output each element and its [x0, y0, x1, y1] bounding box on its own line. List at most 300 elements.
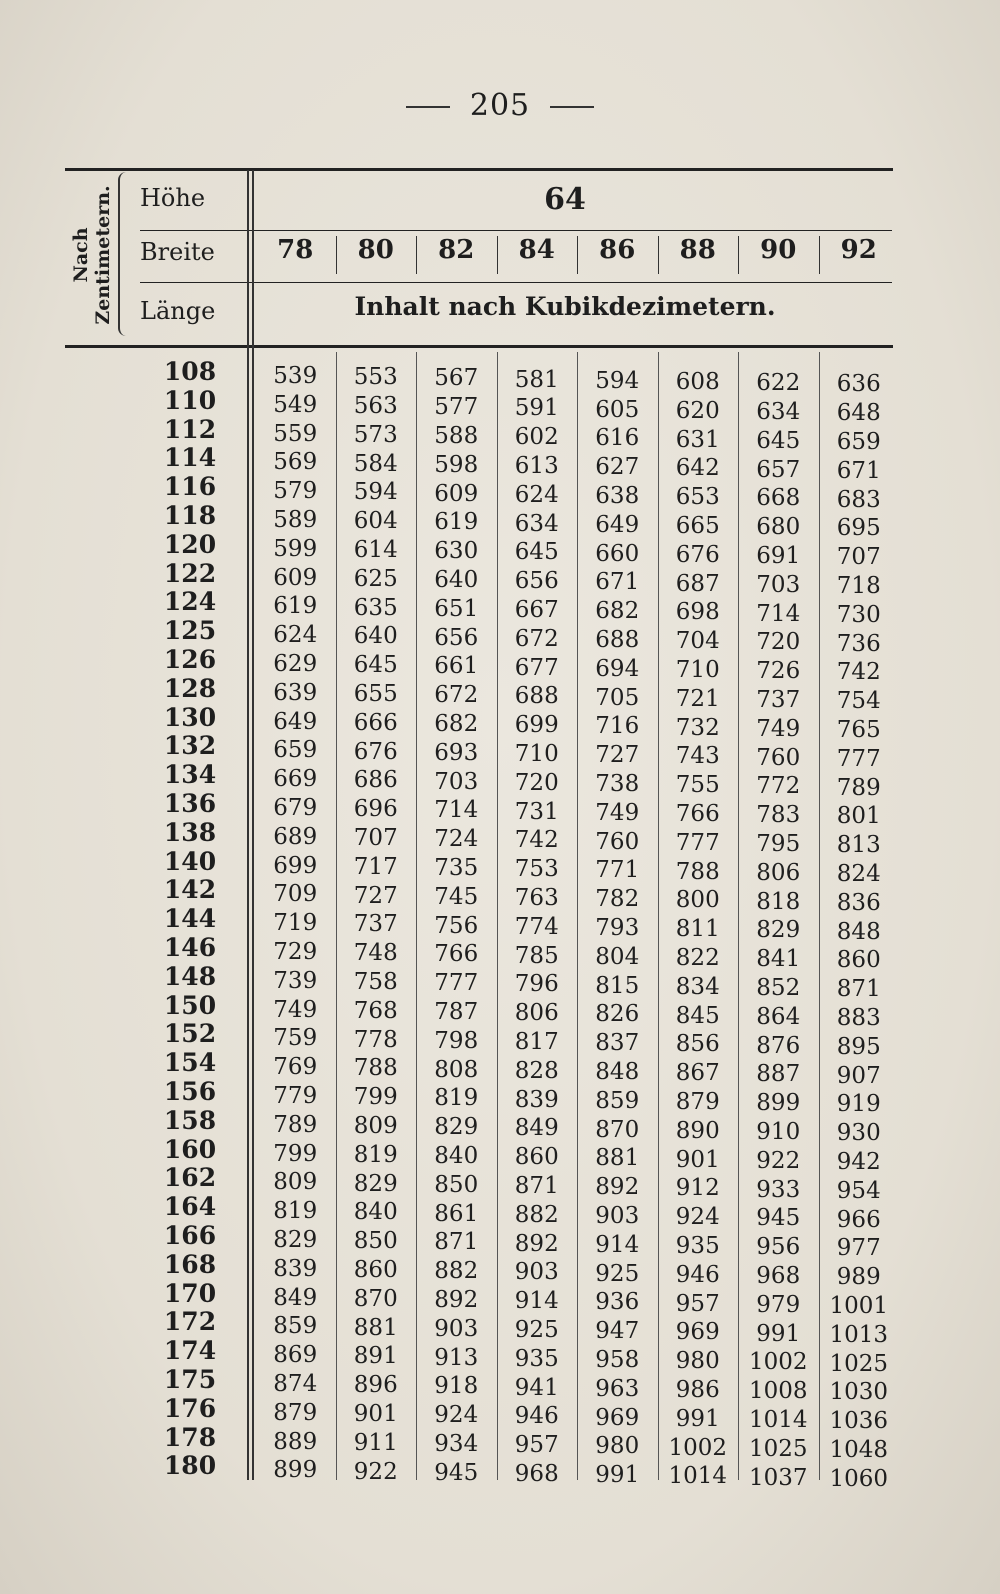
- laenge-cell: 124: [163, 587, 217, 617]
- inhalt-label: Inhalt nach Kubikdezimetern.: [354, 292, 776, 321]
- volume-cell: 688: [595, 627, 640, 653]
- volume-cell: 656: [514, 568, 559, 595]
- volume-cell: 829: [434, 1114, 479, 1141]
- breite-value-80: 80: [357, 235, 394, 265]
- volume-cell: 649: [595, 511, 640, 538]
- volume-cell: 966: [836, 1206, 881, 1233]
- volume-cell: 1060: [829, 1465, 889, 1492]
- laenge-cell: 175: [163, 1365, 217, 1394]
- volume-cell: 749: [273, 996, 318, 1023]
- volume-cell: 934: [434, 1431, 479, 1457]
- volume-cell: 721: [675, 685, 720, 712]
- volume-cell: 753: [514, 856, 559, 883]
- volume-cell: 876: [756, 1032, 801, 1059]
- volume-cell: 837: [595, 1030, 640, 1057]
- volume-cell: 639: [273, 679, 318, 706]
- volume-cell: 800: [675, 887, 720, 914]
- volume-cell: 840: [434, 1143, 479, 1169]
- laenge-cell: 114: [163, 443, 217, 473]
- volume-cell: 710: [675, 657, 720, 683]
- volume-cell: 883: [836, 1005, 881, 1031]
- column-separator: [658, 352, 659, 1480]
- laenge-cell: 180: [163, 1451, 217, 1481]
- breite-separator: [416, 236, 417, 274]
- volume-cell: 799: [273, 1140, 318, 1167]
- volume-cell: 594: [595, 367, 640, 394]
- volume-cell: 666: [353, 709, 398, 736]
- volume-cell: 1037: [748, 1464, 808, 1491]
- volume-cell: 860: [514, 1144, 559, 1171]
- volume-cell: 991: [756, 1320, 801, 1347]
- volume-cell: 624: [514, 481, 559, 508]
- volume-cell: 922: [353, 1458, 398, 1485]
- volume-cell: 824: [836, 861, 881, 887]
- laenge-cell: 148: [163, 961, 217, 991]
- volume-cell: 870: [353, 1285, 398, 1312]
- laenge-cell: 125: [163, 616, 217, 646]
- volume-cell: 910: [756, 1119, 801, 1145]
- volume-cell: 788: [675, 858, 720, 885]
- volume-cell: 553: [353, 364, 398, 391]
- volume-cell: 645: [756, 427, 801, 454]
- laenge-cell: 140: [163, 846, 217, 876]
- volume-cell: 930: [836, 1120, 881, 1147]
- volume-cell: 579: [273, 478, 318, 505]
- volume-cell: 986: [675, 1377, 720, 1403]
- volume-cell: 874: [273, 1371, 318, 1397]
- volume-cell: 922: [756, 1147, 801, 1174]
- volume-cell: 703: [434, 768, 479, 795]
- volume-cell: 686: [353, 767, 398, 794]
- volume-cell: 867: [675, 1060, 720, 1087]
- volume-cell: 714: [434, 797, 479, 824]
- volume-cell: 563: [353, 393, 398, 419]
- volume-cell: 1036: [829, 1408, 889, 1435]
- volume-cell: 785: [514, 942, 559, 969]
- label-column-divider: [247, 170, 249, 1480]
- volume-cell: 758: [353, 969, 398, 995]
- volume-cell: 604: [353, 508, 398, 535]
- column-separator: [497, 352, 498, 1480]
- volume-cell: 924: [675, 1204, 720, 1231]
- volume-cell: 539: [273, 363, 318, 389]
- volume-cell: 1048: [829, 1437, 889, 1463]
- volume-cell: 829: [353, 1170, 398, 1197]
- volume-cell: 636: [836, 371, 881, 398]
- volume-cell: 788: [353, 1055, 398, 1082]
- volume-cell: 809: [353, 1113, 398, 1139]
- volume-cell: 839: [273, 1255, 318, 1282]
- laenge-cell: 126: [163, 645, 217, 674]
- laenge-cell: 108: [163, 357, 217, 386]
- volume-cell: 806: [514, 1000, 559, 1027]
- hoehe-label: Höhe: [140, 184, 206, 212]
- volume-cell: 671: [836, 457, 881, 484]
- volume-cell: 991: [675, 1405, 720, 1432]
- volume-cell: 717: [353, 853, 398, 880]
- volume-cell: 809: [273, 1169, 318, 1196]
- laenge-cell: 144: [163, 904, 217, 934]
- volume-cell: 869: [273, 1342, 318, 1369]
- volume-cell: 958: [595, 1347, 640, 1373]
- volume-cell: 622: [756, 370, 801, 397]
- volume-cell: 736: [836, 630, 881, 657]
- volume-cell: 714: [756, 600, 801, 627]
- volume-cell: 941: [514, 1374, 559, 1401]
- volume-cell: 782: [595, 886, 640, 913]
- volume-cell: 860: [353, 1257, 398, 1283]
- volume-cell: 1025: [829, 1350, 889, 1377]
- volume-cell: 581: [514, 366, 559, 393]
- volume-cell: 689: [273, 823, 318, 850]
- laenge-cell: 112: [163, 414, 217, 444]
- volume-cell: 881: [353, 1314, 398, 1341]
- volume-cell: 918: [434, 1373, 479, 1400]
- volume-cell: 1014: [748, 1407, 808, 1433]
- laenge-cell: 176: [163, 1393, 217, 1423]
- laenge-cell: 136: [163, 789, 217, 818]
- breite-separator: [577, 236, 578, 274]
- volume-cell: 850: [434, 1171, 479, 1198]
- laenge-cell: 116: [163, 472, 217, 502]
- laenge-cell: 128: [163, 673, 217, 703]
- volume-cell: 912: [675, 1175, 720, 1202]
- laenge-cell: 110: [163, 385, 217, 415]
- breite-value-86: 86: [599, 235, 636, 265]
- volume-cell: 631: [675, 426, 720, 453]
- breite-separator: [738, 236, 739, 274]
- volume-cell: 667: [514, 597, 559, 623]
- volume-cell: 856: [675, 1031, 720, 1058]
- volume-cell: 720: [756, 629, 801, 656]
- volume-cell: 745: [434, 883, 479, 910]
- volume-cell: 799: [353, 1084, 398, 1111]
- volume-cell: 828: [514, 1057, 559, 1084]
- volume-cell: 682: [434, 711, 479, 737]
- volume-cell: 769: [273, 1054, 318, 1081]
- volume-cell: 899: [273, 1457, 318, 1484]
- volume-cell: 871: [836, 976, 881, 1003]
- volume-cell: 653: [675, 484, 720, 511]
- volume-cell: 903: [434, 1315, 479, 1342]
- volume-cell: 991: [595, 1462, 640, 1489]
- laenge-cell: 154: [163, 1048, 217, 1078]
- column-separator: [819, 352, 820, 1480]
- volume-cell: 749: [595, 799, 640, 826]
- laenge-cell: 160: [163, 1134, 217, 1164]
- volume-cell: 841: [756, 946, 801, 973]
- volume-cell: 919: [836, 1091, 881, 1118]
- volume-cell: 901: [675, 1146, 720, 1173]
- volume-cell: 742: [514, 827, 559, 854]
- laenge-cell: 164: [163, 1192, 217, 1222]
- volume-cell: 739: [273, 967, 318, 994]
- side-label-line1: Nach: [70, 227, 92, 283]
- volume-cell: 707: [353, 825, 398, 851]
- volume-cell: 1013: [829, 1321, 889, 1348]
- volume-cell: 699: [514, 712, 559, 739]
- volume-cell: 696: [353, 796, 398, 823]
- volume-cell: 819: [434, 1085, 479, 1112]
- volume-cell: 748: [353, 940, 398, 967]
- volume-cell: 901: [353, 1401, 398, 1427]
- volume-cell: 691: [756, 543, 801, 569]
- volume-cell: 801: [836, 803, 881, 830]
- volume-cell: 619: [273, 593, 318, 620]
- volume-cell: 738: [595, 771, 640, 797]
- volume-cell: 871: [434, 1229, 479, 1256]
- volume-cell: 588: [434, 423, 479, 449]
- volume-cell: 779: [273, 1083, 318, 1109]
- volume-cell: 829: [273, 1227, 318, 1253]
- volume-cell: 598: [434, 451, 479, 478]
- volume-cell: 811: [675, 916, 720, 943]
- volume-cell: 661: [434, 653, 479, 680]
- volume-cell: 777: [836, 745, 881, 772]
- volume-cell: 957: [675, 1290, 720, 1317]
- laenge-cell: 118: [163, 501, 217, 530]
- laenge-cell: 146: [163, 933, 217, 962]
- volume-cell: 969: [675, 1319, 720, 1346]
- volume-cell: 754: [836, 688, 881, 715]
- volume-cell: 795: [756, 831, 801, 857]
- volume-cell: 749: [756, 715, 801, 742]
- volume-cell: 624: [273, 622, 318, 649]
- volume-cell: 913: [434, 1344, 479, 1371]
- volume-cell: 1008: [748, 1378, 808, 1405]
- volume-cell: 659: [836, 429, 881, 455]
- volume-cell: 737: [353, 911, 398, 938]
- volume-cell: 651: [434, 595, 479, 622]
- volume-cell: 850: [353, 1228, 398, 1255]
- laenge-cell: 142: [163, 875, 217, 905]
- side-label: [62, 170, 122, 340]
- volume-cell: 977: [836, 1235, 881, 1262]
- volume-cell: 892: [434, 1287, 479, 1313]
- volume-cell: 861: [434, 1200, 479, 1227]
- volume-cell: 774: [514, 913, 559, 940]
- volume-cell: 703: [756, 571, 801, 598]
- breite-value-78: 78: [277, 235, 314, 265]
- volume-cell: 980: [675, 1348, 720, 1375]
- volume-cell: 789: [836, 774, 881, 801]
- volume-cell: 895: [836, 1033, 881, 1060]
- volume-cell: 806: [756, 859, 801, 886]
- volume-cell: 945: [756, 1205, 801, 1232]
- volume-cell: 682: [595, 598, 640, 625]
- volume-cell: 848: [836, 918, 881, 945]
- volume-cell: 709: [273, 881, 318, 908]
- volume-cell: 771: [595, 857, 640, 884]
- volume-cell: 635: [353, 594, 398, 621]
- volume-cell: 818: [756, 888, 801, 915]
- hoehe-value: 64: [544, 182, 586, 217]
- volume-cell: 732: [675, 714, 720, 741]
- volume-cell: 925: [514, 1317, 559, 1343]
- volume-cell: 688: [514, 683, 559, 710]
- volume-cell: 787: [434, 999, 479, 1025]
- volume-cell: 710: [514, 741, 559, 767]
- volume-cell: 642: [675, 455, 720, 482]
- volume-cell: 660: [595, 540, 640, 567]
- volume-cell: 836: [836, 889, 881, 916]
- volume-cell: 584: [353, 450, 398, 477]
- volume-cell: 687: [675, 570, 720, 597]
- volume-cell: 737: [756, 687, 801, 713]
- brace: [118, 172, 130, 336]
- volume-cell: 879: [675, 1089, 720, 1115]
- volume-cell: 716: [595, 713, 640, 740]
- laenge-cell: 172: [163, 1307, 217, 1337]
- volume-cell: 925: [595, 1260, 640, 1287]
- volume-cell: 649: [273, 708, 318, 735]
- volume-cell: 724: [434, 826, 479, 853]
- volume-cell: 946: [514, 1403, 559, 1430]
- volume-cell: 980: [595, 1433, 640, 1460]
- volume-cell: 924: [434, 1402, 479, 1429]
- breite-value-88: 88: [679, 235, 716, 265]
- laenge-cell: 150: [163, 990, 217, 1020]
- volume-cell: 594: [353, 479, 398, 506]
- volume-cell: 945: [434, 1459, 479, 1486]
- volume-cell: 698: [675, 599, 720, 626]
- volume-cell: 768: [353, 997, 398, 1024]
- volume-cell: 569: [273, 449, 318, 476]
- volume-cell: 879: [273, 1399, 318, 1426]
- volume-cell: 1030: [829, 1379, 889, 1406]
- header-bottom-rule: [65, 345, 893, 348]
- laenge-cell: 156: [163, 1077, 217, 1106]
- volume-cell: 947: [595, 1318, 640, 1345]
- volume-cell: 813: [836, 832, 881, 859]
- laenge-cell: 168: [163, 1249, 217, 1279]
- laenge-cell: 152: [163, 1019, 217, 1049]
- volume-cell: 804: [595, 943, 640, 970]
- volume-cell: 699: [273, 852, 318, 879]
- laenge-cell: 122: [163, 558, 217, 588]
- volume-cell: 848: [595, 1059, 640, 1085]
- volume-cell: 567: [434, 365, 479, 392]
- volume-cell: 1025: [748, 1435, 808, 1462]
- volume-cell: 742: [836, 659, 881, 686]
- breite-label: Breite: [140, 238, 215, 266]
- volume-cell: 676: [353, 738, 398, 765]
- volume-cell: 605: [595, 396, 640, 423]
- laenge-cell: 174: [163, 1336, 217, 1366]
- volume-cell: 577: [434, 394, 479, 421]
- volume-cell: 946: [675, 1261, 720, 1288]
- volume-cell: 903: [514, 1259, 559, 1286]
- volume-cell: 763: [514, 885, 559, 911]
- breite-value-90: 90: [760, 235, 797, 265]
- volume-cell: 882: [514, 1201, 559, 1228]
- volume-cell: 645: [353, 652, 398, 679]
- volume-cell: 989: [836, 1264, 881, 1291]
- laenge-cell: 134: [163, 760, 217, 790]
- volume-cell: 676: [675, 541, 720, 568]
- volume-cell: 808: [434, 1056, 479, 1083]
- volume-cell: 839: [514, 1086, 559, 1113]
- volume-cell: 829: [756, 917, 801, 944]
- volume-cell: 668: [756, 485, 801, 512]
- volume-cell: 759: [273, 1025, 318, 1052]
- volume-cell: 903: [595, 1203, 640, 1229]
- volume-cell: 766: [434, 941, 479, 968]
- volume-cell: 573: [353, 421, 398, 448]
- volume-cell: 777: [434, 970, 479, 997]
- page-number: 205: [469, 88, 531, 123]
- volume-cell: 892: [595, 1174, 640, 1201]
- volume-cell: 613: [514, 453, 559, 479]
- volume-cell: 882: [434, 1258, 479, 1285]
- volume-cell: 1002: [748, 1349, 808, 1376]
- volume-cell: 765: [836, 717, 881, 743]
- laenge-cell: 162: [163, 1163, 217, 1193]
- volume-cell: 777: [675, 829, 720, 856]
- volume-cell: 849: [514, 1115, 559, 1142]
- volume-cell: 672: [434, 682, 479, 709]
- volume-cell: 817: [514, 1029, 559, 1055]
- volume-cell: 669: [273, 766, 318, 793]
- volume-cell: 826: [595, 1001, 640, 1028]
- volume-cell: 899: [756, 1090, 801, 1117]
- volume-cell: 935: [514, 1345, 559, 1372]
- volume-cell: 887: [756, 1061, 801, 1088]
- volume-cell: 859: [273, 1313, 318, 1340]
- volume-cell: 845: [675, 1002, 720, 1029]
- volume-cell: 936: [595, 1289, 640, 1316]
- volume-cell: 619: [434, 509, 479, 536]
- volume-cell: 602: [514, 424, 559, 451]
- volume-cell: 730: [836, 601, 881, 628]
- volume-cell: 693: [434, 739, 479, 766]
- volume-cell: 726: [756, 658, 801, 685]
- laenge-cell: 158: [163, 1105, 217, 1135]
- volume-cell: 656: [434, 624, 479, 651]
- volume-cell: 614: [353, 537, 398, 563]
- volume-cell: 815: [595, 972, 640, 999]
- volume-cell: 859: [595, 1087, 640, 1114]
- volume-cell: 969: [595, 1404, 640, 1431]
- volume-cell: 783: [756, 802, 801, 829]
- volume-cell: 954: [836, 1177, 881, 1204]
- volume-cell: 640: [434, 567, 479, 593]
- volume-cell: 914: [595, 1231, 640, 1258]
- volume-cell: 705: [595, 684, 640, 711]
- volume-cell: 627: [595, 454, 640, 481]
- volume-cell: 911: [353, 1429, 398, 1456]
- volume-cell: 852: [756, 975, 801, 1001]
- column-separator: [336, 352, 337, 1480]
- laenge-cell: 132: [163, 731, 217, 761]
- volume-cell: 719: [273, 910, 318, 937]
- volume-cell: 731: [514, 798, 559, 825]
- volume-cell: 789: [273, 1111, 318, 1138]
- volume-cell: 683: [836, 486, 881, 513]
- volume-cell: 634: [756, 399, 801, 425]
- volume-cell: 648: [836, 400, 881, 427]
- volume-cell: 914: [514, 1288, 559, 1315]
- volume-cell: 892: [514, 1230, 559, 1257]
- volume-cell: 743: [675, 743, 720, 770]
- volume-cell: 609: [434, 480, 479, 507]
- volume-cell: 638: [595, 483, 640, 509]
- breite-separator: [819, 236, 820, 274]
- top-rule: [65, 168, 893, 171]
- column-separator: [577, 352, 578, 1480]
- volume-cell: 549: [273, 391, 318, 418]
- laenge-cell: 170: [163, 1278, 217, 1308]
